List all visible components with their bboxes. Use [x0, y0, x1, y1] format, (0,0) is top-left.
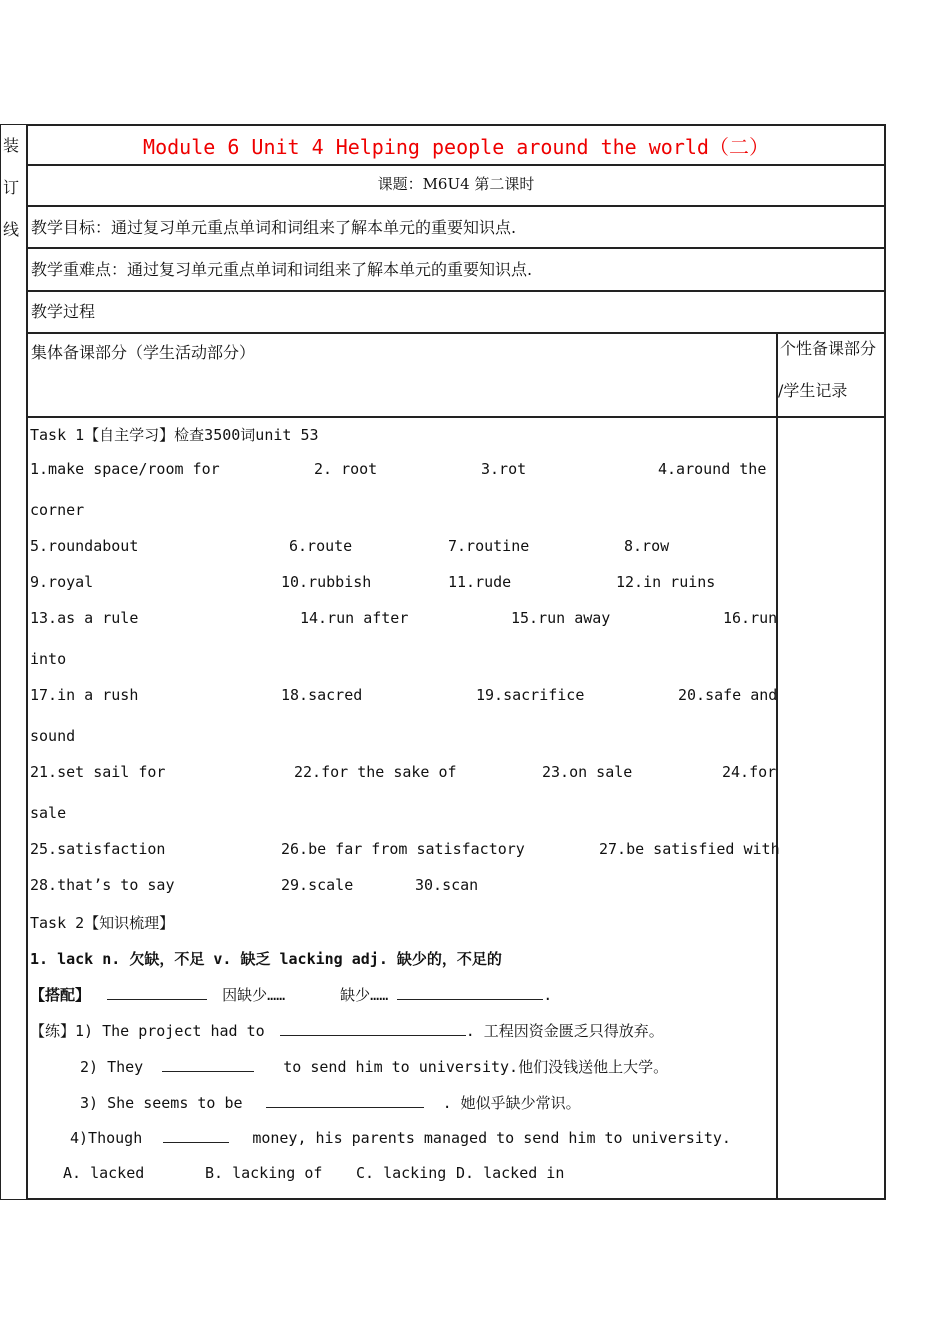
lesson-title: 课题：M6U4 第二课时: [377, 175, 535, 193]
vocab-item: 7.routine: [448, 537, 530, 555]
vocab-item: 25.satisfaction: [30, 840, 166, 858]
blank-field[interactable]: [280, 1021, 466, 1036]
binding-char-1: 装: [3, 136, 20, 155]
practice-1: [30, 1020, 664, 1041]
vocab-item: 19.sacrifice: [476, 686, 585, 704]
vocab-item: 17.in a rush: [30, 686, 139, 704]
task1-heading: [30, 424, 319, 445]
practice-2-a: 2) They: [80, 1058, 144, 1076]
vocab-item: 10.rubbish: [281, 573, 372, 591]
collocation-1: 因缺少……: [222, 986, 286, 1004]
vocab-item: into: [30, 650, 67, 668]
vocab-item: 18.sacred: [281, 686, 363, 704]
vocab-item: 11.rude: [448, 573, 512, 591]
vocab-item: 8.row: [624, 537, 670, 555]
vocab-item: 6.route: [289, 537, 353, 555]
practice-3: [80, 1092, 581, 1113]
practice-1-cn: . 工程因资金匮乏只得放弃。: [465, 1022, 664, 1040]
vocab-item: 3.rot: [481, 460, 527, 478]
binding-char-2: 订: [3, 178, 20, 197]
vocab-item: 20.safe and: [678, 686, 778, 704]
group-header: 集体备课部分（学生活动部分）: [31, 343, 256, 362]
vocab-item: 23.on sale: [542, 763, 633, 781]
title-row: [28, 126, 884, 166]
collocation-line: 【搭配】 因缺少…… 缺少…… .: [30, 986, 553, 1004]
collocation-label: 【搭配】: [30, 986, 91, 1004]
teaching-goal: 教学目标：通过复习单元重点单词和词组来了解本单元的重要知识点.: [31, 218, 517, 237]
binding-margin: [0, 124, 27, 1200]
practice-1-label: 【练】1) The project had to: [30, 1022, 265, 1040]
task1-heading-text: Task 1【自主学习】检查3500词unit 53: [30, 426, 319, 444]
practice-4-b: money, his parents managed to send him to university.: [252, 1129, 731, 1147]
vocab-item: 4.around the: [658, 460, 767, 478]
vocab-item: 22.for the sake of: [294, 763, 457, 781]
vocab-item: 28.that’s to say: [30, 876, 175, 894]
side-header-1: 个性备课部分: [780, 339, 877, 358]
blank-field[interactable]: [162, 1057, 254, 1072]
blank-field[interactable]: [397, 985, 543, 1000]
vocab-item: 24.for: [722, 763, 777, 781]
knowledge-point: 1. lack n. 欠缺，不足 v. 缺乏 lacking adj. 缺少的，不足的: [30, 950, 502, 968]
lesson-table: [26, 124, 886, 1200]
practice-3-a: 3) She seems to be: [80, 1094, 243, 1112]
teaching-difficulty: 教学重难点：通过复习单元重点单词和词组来了解本单元的重要知识点.: [31, 260, 533, 279]
option-c[interactable]: C. lacking: [356, 1164, 447, 1182]
blank-field[interactable]: [107, 985, 207, 1000]
option-b[interactable]: B. lacking of: [205, 1164, 323, 1182]
practice-4: [70, 1128, 731, 1147]
teaching-process: 教学过程: [31, 302, 96, 321]
option-a[interactable]: A. lacked: [63, 1164, 145, 1182]
side-header-2: /学生记录: [778, 381, 848, 400]
practice-3-b: . 她似乎缺少常识。: [442, 1094, 581, 1112]
vocab-item: 27.be satisfied with: [599, 840, 780, 858]
vocab-item: 30.scan: [415, 876, 479, 894]
vocab-item: 12.in ruins: [616, 573, 716, 591]
collocation-2: 缺少……: [340, 986, 389, 1004]
blank-field[interactable]: [163, 1128, 229, 1143]
page-title: Module 6 Unit 4 Helping people around the world（二）: [143, 135, 769, 159]
practice-2-b: to send him to university.他们没钱送他上大学。: [283, 1058, 669, 1076]
vocab-item: 5.roundabout: [30, 537, 139, 555]
vocab-item: 16.run: [723, 609, 778, 627]
vocab-item: sale: [30, 804, 67, 822]
blank-field[interactable]: [266, 1093, 424, 1108]
practice-4-a: 4)Though: [70, 1129, 143, 1147]
vocab-item: corner: [30, 501, 85, 519]
vocab-item: 1.make space/room for: [30, 460, 220, 478]
vocab-item: 29.scale: [281, 876, 354, 894]
vocab-item: 9.royal: [30, 573, 94, 591]
lesson-row: [28, 166, 884, 207]
vocab-item: 13.as a rule: [30, 609, 139, 627]
task2-heading: Task 2【知识梳理】: [30, 914, 175, 932]
process-row: [28, 292, 884, 334]
vocab-item: 21.set sail for: [30, 763, 166, 781]
vocab-item: 14.run after: [300, 609, 409, 627]
practice-2: [80, 1056, 668, 1077]
goal-row: [28, 207, 884, 249]
binding-char-3: 线: [3, 220, 20, 239]
vocab-item: sound: [30, 727, 76, 745]
content-area: [28, 418, 780, 1198]
vocab-item: 26.be far from satisfactory: [281, 840, 525, 858]
vocab-item: 15.run away: [511, 609, 611, 627]
difficulty-row: [28, 249, 884, 292]
option-d[interactable]: D. lacked in: [456, 1164, 565, 1182]
vocab-item: 2. root: [314, 460, 378, 478]
column-divider: [776, 334, 778, 1198]
header-row: [28, 334, 884, 418]
